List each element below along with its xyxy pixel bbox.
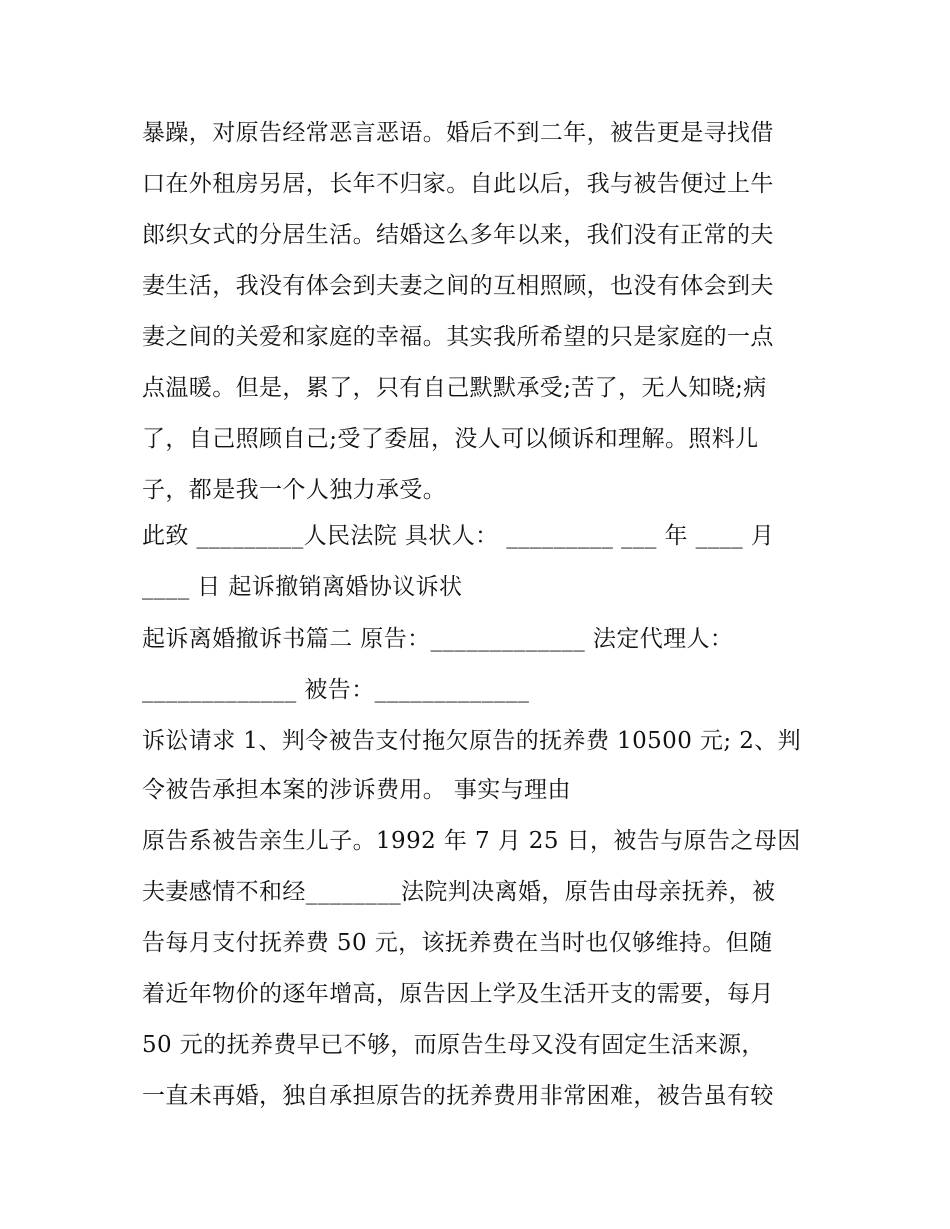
claims-line: 诉讼请求 1、判令被告支付拖欠原告的抚养费 10500 元; 2、判: [142, 728, 802, 754]
closing-line: ____ 日 起诉撤销离婚协议诉状: [142, 574, 463, 600]
paragraph-line: 妻之间的关爱和家庭的幸福。其实我所希望的只是家庭的一点: [142, 324, 774, 350]
claims-line: 令被告承担本案的涉诉费用。 事实与理由: [142, 777, 571, 803]
facts-line: 一直未再婚，独自承担原告的抚养费用非常困难，被告虽有较: [142, 1083, 774, 1109]
paragraph-line: 子，都是我一个人独力承受。: [142, 477, 447, 503]
paragraph-line: 点温暖。但是，累了，只有自己默默承受;苦了，无人知晓;病: [142, 375, 767, 401]
facts-line: 着近年物价的逐年增高，原告因上学及生活开支的需要，每月: [142, 981, 774, 1007]
paragraph-line: 暴躁，对原告经常恶言恶语。婚后不到二年，被告更是寻找借: [142, 120, 774, 146]
paragraph-line: 郎织女式的分居生活。结婚这么多年以来，我们没有正常的夫: [142, 222, 774, 248]
paragraph-line: 妻生活，我没有体会到夫妻之间的互相照顾，也没有体会到夫: [142, 273, 774, 299]
paragraph-line: 口在外租房另居，长年不归家。自此以后，我与被告便过上牛: [142, 171, 774, 197]
closing-line: 此致 _________人民法院 具状人： _________ ___ 年 ____ 月: [142, 523, 775, 549]
facts-line: 原告系被告亲生儿子。1992 年 7 月 25 日，被告与原告之母因: [142, 828, 801, 854]
party-line: _____________ 被告：_____________: [142, 677, 530, 703]
section-heading-line: 起诉离婚撤诉书篇二 原告：_____________ 法定代理人：: [142, 626, 734, 652]
facts-line: 50 元的抚养费早已不够，而原告生母又没有固定生活来源，: [142, 1032, 765, 1058]
facts-line: 夫妻感情不和经________法院判决离婚，原告由母亲抚养，被: [142, 879, 776, 905]
paragraph-line: 了，自己照顾自己;受了委屈，没人可以倾诉和理解。照料儿: [142, 426, 759, 452]
facts-line: 告每月支付抚养费 50 元，该抚养费在当时也仅够维持。但随: [142, 930, 773, 956]
